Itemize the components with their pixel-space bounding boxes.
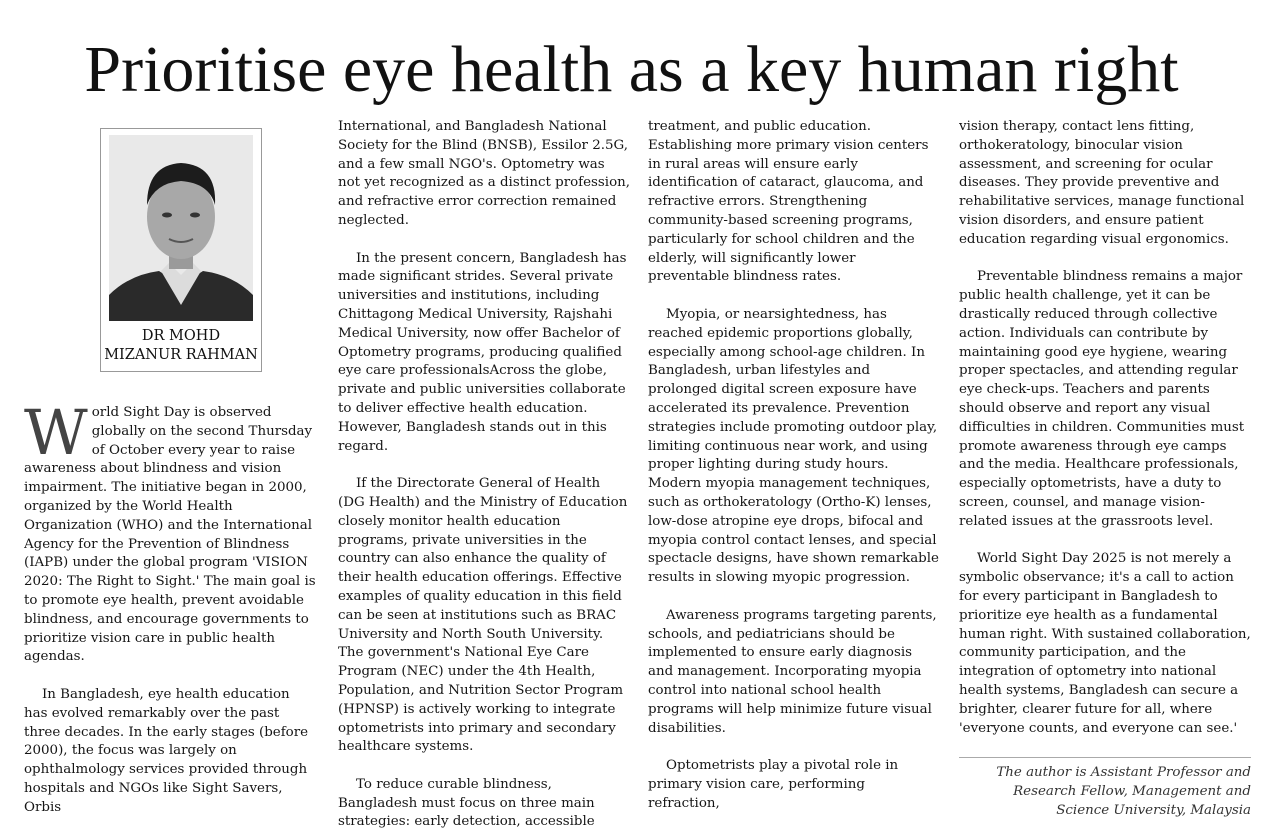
paragraph: Optometrists play a pivotal role in primary vision care, performing refraction, [648,758,899,811]
paragraph: International, and Bangladesh National Society for the Blind (BNSB), Essilor 2.5G, and a few small NGO's. Optometry was not yet recognized as a distinct profession, and refractive error correction remained neglected. [338,119,630,228]
paragraph: vision therapy, contact lens fitting, orthokeratology, binocular vision assessment, and screening for ocular diseases. They provide preventive and rehabilitative services, manage functional vision disorders, and ensure patient education regarding visual ergonomics. [959,119,1245,247]
paragraph: To reduce curable blindness, Bangladesh must focus on three main strategies: early detection, accessible [338,776,595,828]
paragraph: World Sight Day 2025 is not merely a symbolic observance; it's a call to action for every participant in Bangladesh to prioritize eye health as a fundamental human right. With sustained collaboration, community participation, and the integration of optometry into national health systems, Bangladesh can secure a brighter, clearer future for all, where 'everyone counts, and everyone can see.' [959,551,1251,736]
paragraph: Myopia, or nearsightedness, has reached epidemic proportions globally, especially among school-age children. In Bangladesh, urban lifestyles and prolonged digital screen exposure have accelerated its prevalence. Prevention strategies include promoting outdoor play, limiting continuous near work, and using proper lighting during study hours. Modern myopia management techniques, such as orthokeratology (Ortho-K) lenses, low-dose atropine eye drops, bifocal and myopia control contact lenses, and special spectacle designs, have shown remarkable results in slowing myopic progression. [648,306,939,586]
paragraph: In the present concern, Bangladesh has made significant strides. Several private universities and institutions, including Chittagong Medical University, Rajshahi Medical University, now offer Bachelor of Optometry programs, producing qualified eye care professionalsAcross the globe, private and public universities collaborate to deliver effective health education. However, Bangladesh stands out in this regard. [338,250,627,454]
paragraph: Awareness programs targeting parents, schools, and pediatricians should be implemented to ensure early diagnosis and management. Incorporating myopia control into national school health programs will help minimize future visual disabilities. [648,607,937,736]
article-column-1 [24,118,316,828]
author-photo [109,135,253,321]
paragraph: Preventable blindness remains a major public health challenge, yet it can be drastically reduced through collective action. Individuals can contribute by maintaining good eye hygiene, wearing proper spectacles, and attending regular eye check-ups. Teachers and parents should observe and report any visual difficulties in children. Communities must promote awareness through eye camps and the media. Healthcare professionals, especially optometrists, have a duty to screen, counsel, and manage vision-related issues at the grassroots level. [959,269,1245,529]
article-column-3 [648,118,940,828]
headline: Prioritise eye health as a key human right [84,33,1179,106]
author-photo-frame [100,128,262,372]
author-byline [101,327,261,365]
paragraph: treatment, and public education. Establishing more primary vision centers in rural areas will ensure early identification of cataract, glaucoma, and refractive errors. Strengthening community-based screening programs, particularly for school children and the elderly, will significantly lower preventable blindness rates. [648,119,929,285]
author-note: The author is Assistant Professor and Research Fellow, Management and Science University, Malaysia [996,765,1251,818]
divider [959,757,1251,758]
article-column-2 [338,118,630,828]
author-portrait-icon [109,135,253,321]
paragraph-text: orld Sight Day is observed globally on the second Thursday of October every year to raise awareness about blindness and vision impairment. The initiative began in 2000, organized by the World Health Organization (WHO) and the International Agency for the Prevention of Blindness (IAPB) under the global program 'VISION 2020: The Right to Sight.' The main goal is to promote eye health, prevent avoidable blindness, and encourage governments to prioritize vision care in public health agendas. [24,405,316,665]
paragraph: In Bangladesh, eye health education has evolved remarkably over the past three decades. In the early stages (before 2000), the focus was largely on ophthalmology services provided through hospitals and NGOs like Sight Savers, Orbis [24,686,309,815]
paragraph: If the Directorate General of Health (DG Health) and the Ministry of Education closely monitor health education programs, private universities in the country can also enhance the quality of their health education offerings. Effective examples of quality education in this field can be seen at institutions such as BRAC University and North South University. The government's National Eye Care Program (NEC) under the 4th Health, Population, and Nutrition Sector Program (HPNSP) is actively working to integrate optometrists into primary and secondary healthcare systems. [338,476,628,755]
author-name-line-1: DR MOHD [141,328,221,344]
author-name-line-2: MIZANUR RAHMAN [104,347,258,363]
drop-cap: W [24,396,88,469]
paragraph [24,396,316,667]
article-column-4 [959,118,1251,828]
